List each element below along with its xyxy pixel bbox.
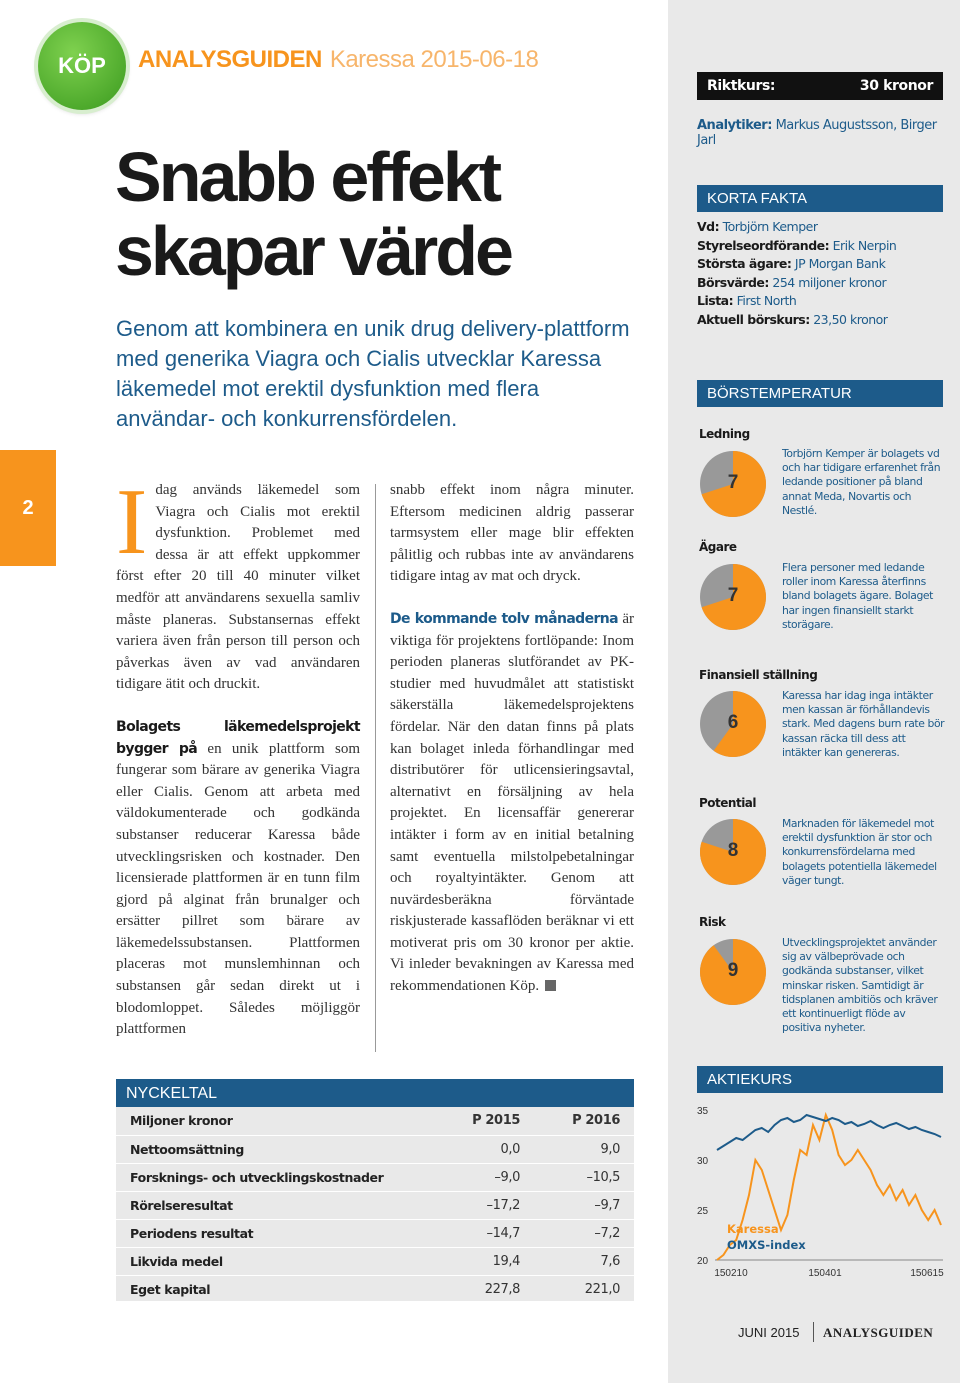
row-value-2016: –10,5 (534, 1163, 634, 1191)
temperature-text: Utvecklingsprojektet använder sig av välbeprövade och godkända substanser, vilket minskar risken. Samtidigt är tidsplanen ambitiös och kräver ett kontinuerligt flöde av positiva nyheter. (782, 936, 938, 1035)
analysts-value: Markus Augustsson, Birger Jarl (697, 118, 937, 148)
score-value: 7 (727, 472, 739, 493)
footer-date: JUNI 2015 (738, 1325, 800, 1340)
row-label: Eget kapital (116, 1275, 434, 1303)
score-pie-icon (699, 690, 767, 758)
table-header-label: Miljoner kronor (116, 1107, 434, 1135)
row-value-2015: –9,0 (434, 1163, 534, 1191)
temperature-title: BÖRSTEMPERATUR (697, 380, 943, 407)
fact-value: Torbjörn Kemper (722, 219, 818, 234)
fact-label: Lista: (697, 293, 734, 309)
score-pie-icon (699, 938, 767, 1006)
article-column-1 (116, 470, 360, 1062)
paragraph-3: snabb effekt inom några minuter. Eftersom medicinen aldrig passerar tarmsystem eller mage blir effekten pålitlig och rubbas inte av användarens tidigare intag av mat och dryck. (390, 482, 634, 585)
footer-divider (813, 1322, 814, 1342)
legend-entry: OMXS-index (727, 1238, 806, 1252)
temperature-text: Flera personer med ledande roller inom Karessa återfinns bland bolagets ägare. Bolaget har ingen finansiellt starkt storägare. (782, 561, 934, 631)
table-row (116, 1191, 634, 1219)
table-header-col-1: P 2015 (434, 1107, 534, 1135)
temperature-label: Potential (699, 796, 757, 810)
fact-value: 254 miljoner kronor (772, 274, 887, 290)
paragraph-4-lead: De kommande tolv månaderna (390, 610, 619, 627)
row-value-2015: 19,4 (434, 1247, 534, 1275)
legend-entry: Karessa (727, 1222, 779, 1236)
series-line (717, 1115, 941, 1150)
fact-item (697, 274, 947, 293)
paragraph-2: en unik plattform som fungerar som bärare av generika Viagra eller Cialis. Genom att arbeta med väldokumenterade och godkända substanser reducerar Karessa både utvecklingsrisken och kostnader. Den licensierade plattformen är en tunn film gjord på alginat från brunalger och ersätter pillret som bärare av läkemedelssubstansen. Plattformen placeras mot munslemhinnan och substansen går sedan direkt ut i blodomloppet. Således möjliggör plattformen (116, 740, 360, 1038)
stock-chart-title: AKTIEKURS (697, 1066, 943, 1093)
key-figures-grid (116, 1107, 634, 1304)
fact-value: JP Morgan Bank (794, 256, 886, 272)
y-tick-label: 35 (697, 1106, 709, 1117)
temperature-label: Risk (699, 915, 726, 929)
fact-item (697, 255, 947, 274)
row-value-2015: 0,0 (434, 1135, 534, 1163)
end-square-icon (545, 980, 556, 991)
table-row (116, 1163, 634, 1191)
buy-badge (38, 22, 126, 110)
table-header-col-2: P 2016 (534, 1107, 634, 1135)
fact-value: First North (736, 293, 797, 309)
paragraph-2-lead: Bolagets läkemedelsprojekt bygger på (116, 718, 360, 757)
fact-label: Största ägare: (697, 256, 792, 272)
brand-name: ANALYSGUIDEN (138, 46, 322, 73)
y-tick-label: 20 (697, 1256, 709, 1267)
x-tick-label: 150210 (714, 1268, 748, 1279)
title-line-1: Snabb effekt (115, 138, 500, 216)
fact-value: 23,50 kronor (813, 311, 888, 327)
lead-paragraph: Genom att kombinera en unik drug delivery-plattform med generika Viagra och Cialis utvecklar Karessa läkemedel mot erektil dysfunktion med flera användar- och konkurrensfördelen. (116, 316, 630, 431)
analysts (697, 118, 947, 148)
table-header-row (116, 1107, 634, 1135)
row-label: Likvida medel (116, 1247, 434, 1275)
score-value: 6 (727, 712, 739, 733)
facts-title: KORTA FAKTA (697, 185, 943, 212)
dropcap: I (116, 470, 148, 574)
fact-item (697, 218, 947, 237)
paragraph-1: dag används läkemedel som Viagra och Cialis mot erektil dysfunktion. Problemet med dessa är att effekt uppkommer först efter 20 till 40 minuter vilket medför att användarens sexuella samliv måste planeras. Substansernas effekt variera även från person till person och påverkas även av vad användaren tidigare ätit och druckit. (116, 482, 360, 693)
table-row (116, 1219, 634, 1247)
report-subtitle: Karessa 2015-06-18 (329, 46, 539, 73)
x-tick-label: 150401 (808, 1268, 842, 1279)
row-value-2016: –9,7 (534, 1191, 634, 1219)
target-price-bar (697, 72, 943, 100)
row-value-2016: 7,6 (534, 1247, 634, 1275)
footer-brand: ANALYSGUIDEN (823, 1325, 934, 1340)
row-label: Periodens resultat (116, 1219, 434, 1247)
page-number: 2 (22, 496, 34, 519)
y-tick-label: 30 (697, 1156, 709, 1167)
score-pie-icon (699, 563, 767, 631)
fact-value: Erik Nerpin (832, 237, 897, 253)
temperature-label: Finansiell ställning (699, 668, 818, 682)
title-line-2: skapar värde (115, 212, 511, 290)
score-value: 9 (727, 960, 739, 981)
score-value: 8 (727, 840, 739, 861)
stock-price-chart (697, 1096, 947, 1286)
table-row (116, 1275, 634, 1303)
score-pie-icon (699, 450, 767, 518)
target-price-label: Riktkurs: (707, 78, 776, 94)
key-figures-title: NYCKELTAL (116, 1079, 634, 1107)
y-tick-label: 25 (697, 1206, 709, 1217)
page-title (115, 140, 655, 288)
score-value: 7 (727, 585, 739, 606)
row-label: Rörelseresultat (116, 1191, 434, 1219)
buy-badge-label: KÖP (58, 53, 106, 78)
table-row (116, 1135, 634, 1163)
brand-header (138, 46, 538, 74)
paragraph-4: är viktiga för projektens fortlöpande: Inom perioden planeras slutförandet av PK-studier med huvudmålet att statistiskt säkerställa läkemedelsprojektens fördelar. När den datan finns på plats kan bolaget inleda förhandlingar med distributörer för utlicensieringsavtal, alternativt en försäljning av hela projektet. En licensaffär genererar intäkter i form av en initial betalning samt eventuella milstolpebetalningar och royaltyintäkter. Genom att nuvärdesberäkna förväntade riskjusterade kassaflöden beräknar vi ett motiverat pris om 30 kronor per aktie. Vi inleder bevakningen av Karessa med rekommendationen Köp. (390, 610, 635, 995)
key-figures-table (116, 1079, 634, 1301)
target-price-value: 30 kronor (859, 78, 933, 94)
x-tick-label: 150615 (910, 1268, 944, 1279)
row-value-2015: 227,8 (434, 1275, 534, 1303)
row-label: Nettoomsättning (116, 1135, 434, 1163)
temperature-label: Ägare (699, 540, 737, 554)
fact-label: Styrelseordförande: (697, 237, 830, 253)
fact-label: Vd: (697, 219, 720, 234)
fact-label: Börsvärde: (697, 274, 769, 290)
analysts-label: Analytiker: (697, 118, 772, 133)
column-divider (375, 484, 376, 1052)
temperature-text: Torbjörn Kemper är bolagets vd och har tidigare erfarenhet från ledande positioner på bland annat Meda, Novartis och Nestlé. (782, 447, 941, 517)
page-number-tab (0, 450, 56, 566)
row-value-2015: –14,7 (434, 1219, 534, 1247)
fact-item (697, 237, 947, 256)
row-label: Forsknings- och utvecklingskostnader (116, 1163, 434, 1191)
row-value-2016: 9,0 (534, 1135, 634, 1163)
fact-label: Aktuell börskurs: (697, 311, 810, 327)
temperature-text: Karessa har idag inga intäkter men kassan är förhållandevis stark. Med dagens burn rate bör kassan räcka till dess att intäkter kan genereras. (782, 689, 945, 759)
row-value-2016: 221,0 (534, 1275, 634, 1303)
facts-list (697, 218, 947, 330)
row-value-2016: –7,2 (534, 1219, 634, 1247)
fact-item (697, 292, 947, 311)
score-pie-icon (699, 818, 767, 886)
row-value-2015: –17,2 (434, 1191, 534, 1219)
article-column-2 (390, 480, 634, 1019)
temperature-label: Ledning (699, 427, 750, 441)
table-row (116, 1247, 634, 1275)
temperature-text: Marknaden för läkemedel mot erektil dysfunktion är stor och konkurrensfördelarna med bolagets potentiella läkemedel väger tungt. (782, 817, 937, 887)
fact-item (697, 311, 947, 330)
